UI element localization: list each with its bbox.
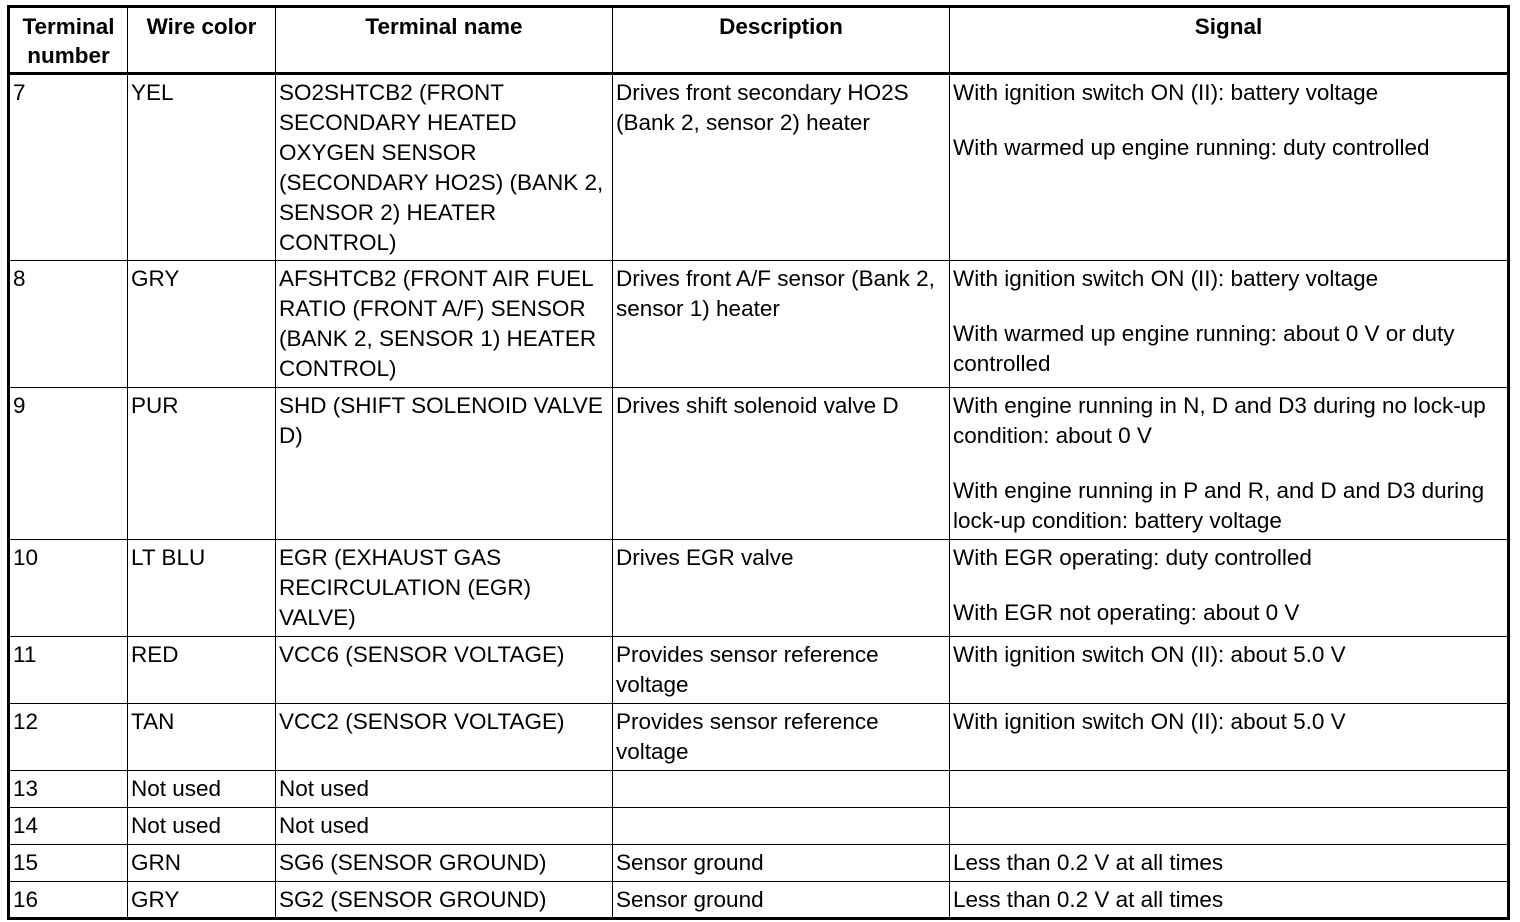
signal-cell — [950, 808, 1509, 845]
description-cell — [613, 808, 950, 845]
terminal-number-cell: 14 — [9, 808, 128, 845]
header-terminal-name: Terminal name — [276, 7, 613, 74]
terminal-number-cell: 15 — [9, 845, 128, 882]
header-terminal-number-label: Terminal number — [22, 14, 115, 68]
wire-color-cell: RED — [128, 637, 276, 704]
wire-color-cell: GRN — [128, 845, 276, 882]
table-row — [9, 637, 1509, 704]
terminal-name-cell: AFSHTCB2 (FRONT AIR FUEL RATIO (FRONT A/F) SENSOR (BANK 2, SENSOR 1) HEATER CONTROL) — [276, 261, 613, 388]
terminal-number-cell: 7 — [9, 74, 128, 261]
wire-color-cell: PUR — [128, 388, 276, 540]
signal-cell — [950, 637, 1509, 704]
table-row — [9, 771, 1509, 808]
description-cell: Drives front secondary HO2S (Bank 2, sensor 2) heater — [613, 74, 950, 261]
signal-line: With ignition switch ON (II): about 5.0 V — [953, 642, 1346, 667]
terminal-name-cell: SG6 (SENSOR GROUND) — [276, 845, 613, 882]
table-row — [9, 261, 1509, 388]
terminal-name-cell: SO2SHTCB2 (FRONT SECONDARY HEATED OXYGEN SENSOR (SECONDARY HO2S) (BANK 2, SENSOR 2) HEATER CONTROL) — [276, 74, 613, 261]
description-cell: Drives front A/F sensor (Bank 2, sensor 1) heater — [613, 261, 950, 388]
terminal-name-cell: SHD (SHIFT SOLENOID VALVE D) — [276, 388, 613, 540]
header-terminal-number — [9, 7, 128, 74]
signal-line: With ignition switch ON (II): about 5.0 V — [953, 709, 1346, 734]
terminal-number-cell: 16 — [9, 882, 128, 919]
terminal-table — [7, 5, 1510, 920]
terminal-number-cell: 9 — [9, 388, 128, 540]
terminal-name-cell: Not used — [276, 771, 613, 808]
signal-cell — [950, 771, 1509, 808]
signal-cell — [950, 388, 1509, 540]
terminal-number-cell: 8 — [9, 261, 128, 388]
description-cell: Sensor ground — [613, 882, 950, 919]
header-wire-color: Wire color — [128, 7, 276, 74]
signal-cell — [950, 882, 1509, 919]
wire-color-cell: Not used — [128, 771, 276, 808]
table-header-row — [9, 7, 1509, 74]
signal-line: Less than 0.2 V at all times — [953, 850, 1224, 875]
signal-line: With EGR not operating: about 0 V — [953, 600, 1300, 625]
description-cell: Provides sensor reference voltage — [613, 704, 950, 771]
table-row — [9, 540, 1509, 637]
terminal-name-cell: SG2 (SENSOR GROUND) — [276, 882, 613, 919]
table-row — [9, 74, 1509, 261]
table-row — [9, 388, 1509, 540]
description-cell: Drives shift solenoid valve D — [613, 388, 950, 540]
description-cell — [613, 771, 950, 808]
signal-cell — [950, 704, 1509, 771]
wire-color-cell: Not used — [128, 808, 276, 845]
terminal-number-cell: 13 — [9, 771, 128, 808]
terminal-name-cell: VCC2 (SENSOR VOLTAGE) — [276, 704, 613, 771]
table-row — [9, 704, 1509, 771]
signal-cell — [950, 845, 1509, 882]
table-row — [9, 882, 1509, 919]
terminal-name-cell: EGR (EXHAUST GAS RECIRCULATION (EGR) VALVE) — [276, 540, 613, 637]
header-description: Description — [613, 7, 950, 74]
description-cell: Sensor ground — [613, 845, 950, 882]
table-row — [9, 845, 1509, 882]
signal-line: With ignition switch ON (II): battery voltage — [953, 80, 1379, 105]
signal-cell — [950, 261, 1509, 388]
table-row — [9, 808, 1509, 845]
signal-line: With ignition switch ON (II): battery voltage — [953, 266, 1379, 291]
description-cell: Drives EGR valve — [613, 540, 950, 637]
wire-color-cell: GRY — [128, 882, 276, 919]
signal-line: With warmed up engine running: about 0 V or duty controlled — [953, 321, 1455, 376]
terminal-number-cell: 11 — [9, 637, 128, 704]
signal-line: With engine running in P and R, and D and D3 during lock-up condition: battery voltage — [953, 478, 1485, 533]
terminal-name-cell: VCC6 (SENSOR VOLTAGE) — [276, 637, 613, 704]
header-signal: Signal — [950, 7, 1509, 74]
terminal-number-cell: 10 — [9, 540, 128, 637]
wire-color-cell: TAN — [128, 704, 276, 771]
signal-line: With engine running in N, D and D3 during no lock-up condition: about 0 V — [953, 393, 1486, 448]
wire-color-cell: YEL — [128, 74, 276, 261]
description-cell: Provides sensor reference voltage — [613, 637, 950, 704]
signal-cell — [950, 74, 1509, 261]
signal-line: With warmed up engine running: duty controlled — [953, 135, 1430, 160]
terminal-name-cell: Not used — [276, 808, 613, 845]
wire-color-cell: LT BLU — [128, 540, 276, 637]
terminal-number-cell: 12 — [9, 704, 128, 771]
wire-color-cell: GRY — [128, 261, 276, 388]
signal-line: With EGR operating: duty controlled — [953, 545, 1312, 570]
signal-line: Less than 0.2 V at all times — [953, 887, 1224, 912]
signal-cell — [950, 540, 1509, 637]
